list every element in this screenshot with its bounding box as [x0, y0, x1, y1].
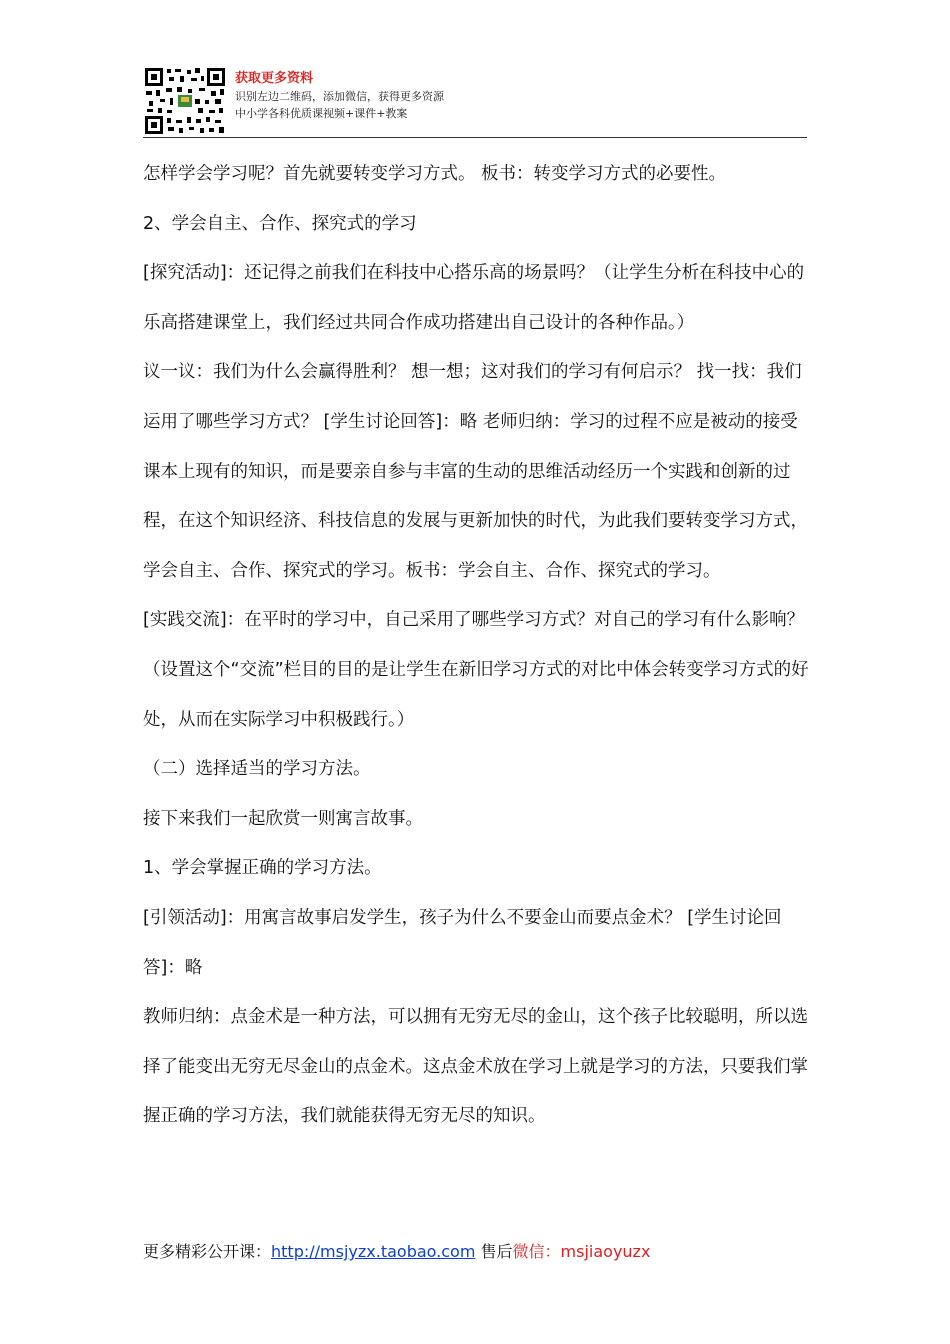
page-footer — [143, 1240, 650, 1264]
document-body — [143, 150, 811, 1142]
paragraph: 怎样学会学习呢？首先就要转变学习方式。 板书：转变学习方式的必要性。 — [143, 164, 727, 184]
paragraph: 接下来我们一起欣赏一则寓言故事。 — [143, 808, 423, 829]
footer-after-sale: 售后 — [475, 1242, 513, 1261]
paragraph: 教师归纳：点金术是一种方法，可以拥有无穷无尽的金山，这个孩子比较聪明，所以选择了能变出无穷无尽金山的点金术。这点金术放在学习上就是学习的方法，只要我们掌握正确的学习方法，我们就能获得无穷无尽的知识。 — [143, 1007, 808, 1127]
header-title: 获取更多资料 — [235, 71, 314, 86]
paragraph: [探究活动]：还记得之前我们在科技中心搭乐高的场景吗？（让学生分析在科技中心的乐高搭建课堂上，我们经过共同合作成功搭建出自己设计的各种作品。） — [143, 263, 805, 333]
paragraph: 2、学会自主、合作、探究式的学习 — [143, 213, 417, 234]
qr-code-icon[interactable] — [143, 66, 227, 136]
footer-prefix: 更多精彩公开课： — [143, 1242, 272, 1261]
header-text — [235, 70, 444, 122]
header-line-2: 中小学各科优质课视频+课件+教案 — [235, 107, 408, 120]
footer-wechat-id: msjiaoyuzx — [560, 1242, 651, 1261]
page-header — [143, 64, 807, 136]
paragraph: （二）选择适当的学习方法。 — [143, 759, 371, 780]
footer-link[interactable]: http://msjyzx.taobao.com — [271, 1242, 476, 1261]
footer-wechat-label: 微信： — [512, 1242, 561, 1261]
paragraph: [引领活动]：用寓言故事启发学生，孩子为什么不要金山而要点金术？ [学生讨论回答]：略 — [143, 907, 782, 978]
header-divider — [143, 137, 807, 138]
paragraph: [实践交流]：在平时的学习中，自己采用了哪些学习方式？对自己的学习有什么影响？（设置这个“交流”栏目的目的是让学生在新旧学习方式的对比中体会转变学习方式的好处，从而在实际学习中积极践行。） — [143, 610, 809, 730]
header-line-1: 识别左边二维码，添加微信，获得更多资源 — [235, 90, 444, 103]
paragraph: 议一议：我们为什么会赢得胜利？ 想一想；这对我们的学习有何启示？ 找一找：我们运用了哪些学习方式？ [学生讨论回答]：略 老师归纳：学习的过程不应是被动的接受课本上现有的知识，而是要亲自参与丰富的生动的思维活动经历一个实践和创新的过程，在这个知识经济、科技信息的发展与更新加快的时代，为此我们要转变学习方式，学会自主、合作、探究式的学习。板书：学会自主、合作、探究式的学习。 — [143, 362, 808, 581]
paragraph: 1、学会掌握正确的学习方法。 — [143, 858, 382, 879]
